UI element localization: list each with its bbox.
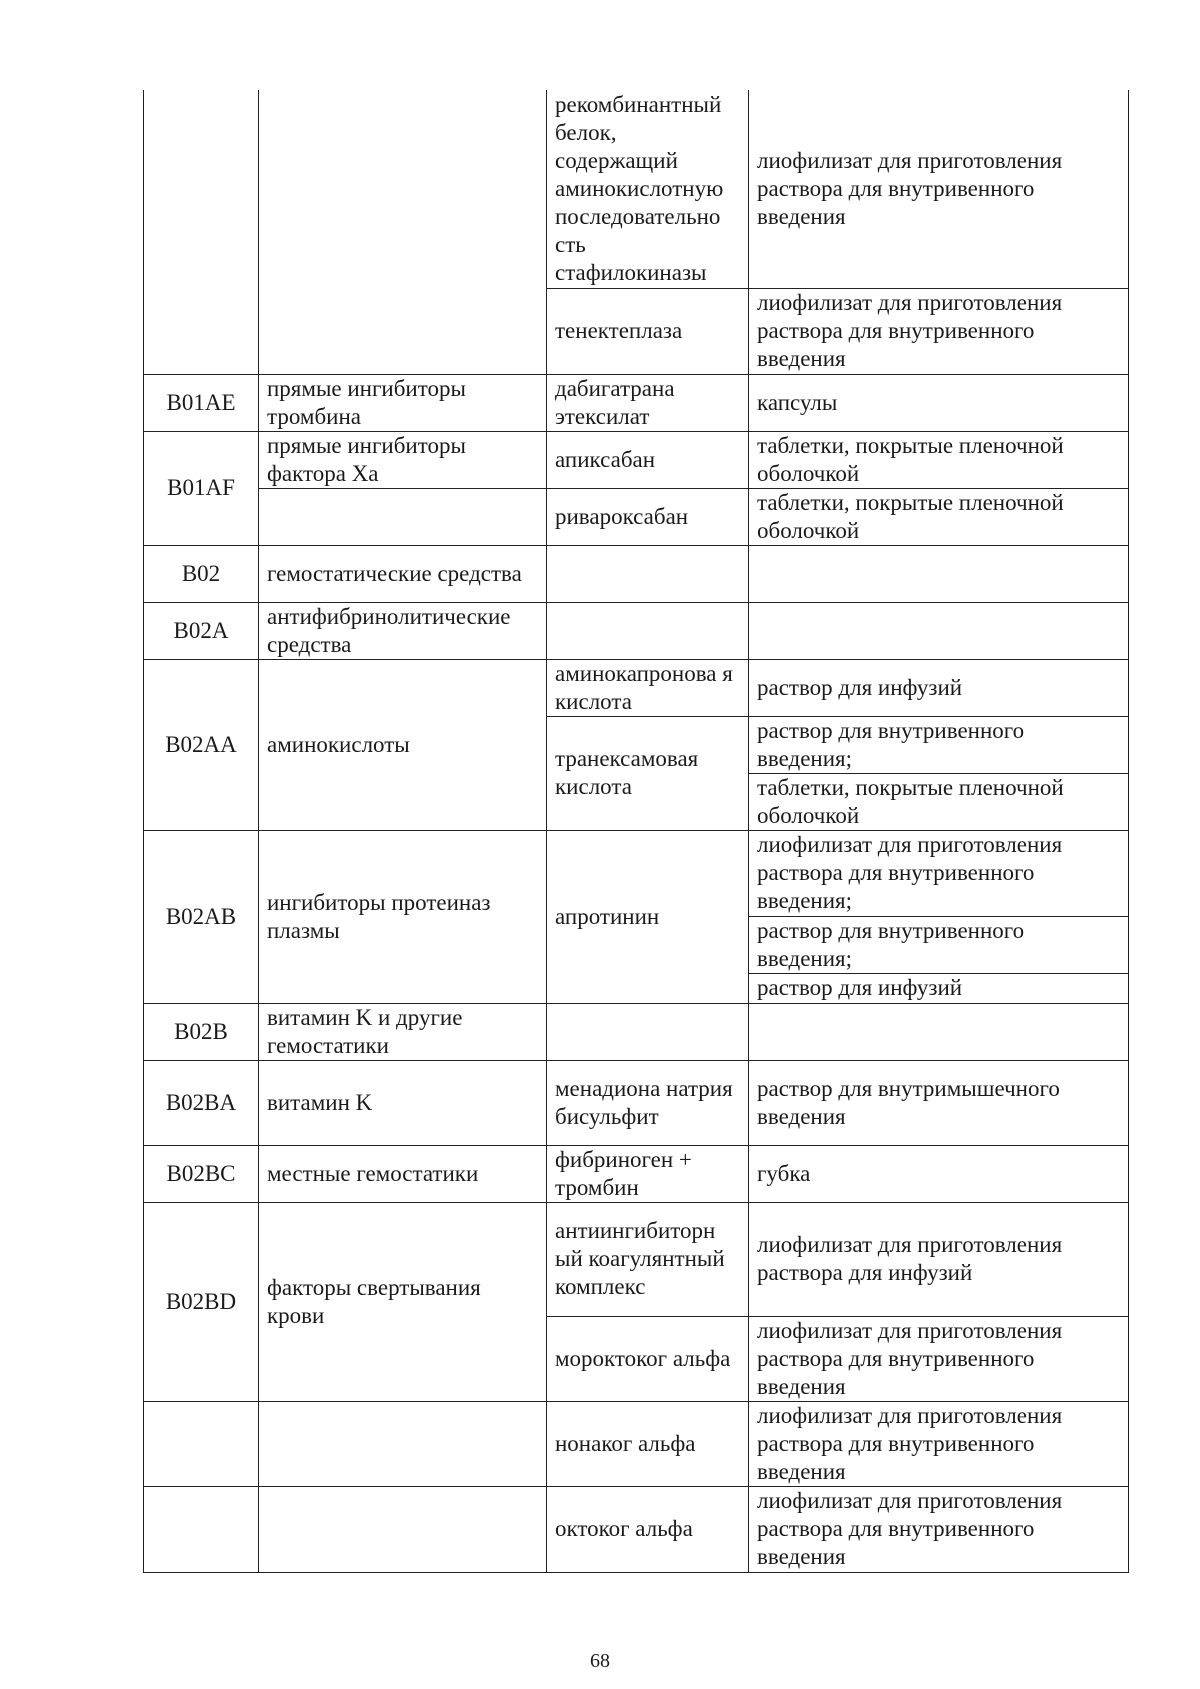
dosage-form-cell: лиофилизат для приготовления раствора для инфузий <box>749 1202 1129 1316</box>
atc-code-cell: B01AE <box>144 374 259 431</box>
table-row <box>144 431 1129 488</box>
dosage-form-cell <box>749 1003 1129 1060</box>
dosage-form-cell: лиофилизат для приготовления раствора для внутривенного введения; <box>749 830 1129 916</box>
dosage-form-cell <box>749 545 1129 602</box>
substance-cell: апротинин <box>547 830 749 1003</box>
substance-cell: дабигатрана этексилат <box>547 374 749 431</box>
table-row <box>144 830 1129 916</box>
dosage-form-cell: раствор для инфузий <box>749 973 1129 1003</box>
table-row <box>144 1486 1129 1572</box>
table-row <box>144 1060 1129 1145</box>
table-row <box>144 1401 1129 1486</box>
substance-cell <box>547 602 749 659</box>
dosage-form-cell: таблетки, покрытые пленочной оболочкой <box>749 488 1129 545</box>
group-cell: витамин K и другие гемостатики <box>259 1003 547 1060</box>
dosage-form-cell: лиофилизат для приготовления раствора для внутривенного введения <box>749 1486 1129 1572</box>
group-cell <box>259 1486 547 1572</box>
substance-cell: апиксабан <box>547 431 749 488</box>
substance-cell: октоког альфа <box>547 1486 749 1572</box>
dosage-form-cell: раствор для внутривенного введения; <box>749 716 1129 773</box>
group-cell: аминокислоты <box>259 659 547 830</box>
dosage-form-cell <box>749 602 1129 659</box>
group-cell: антифибринолитические средства <box>259 602 547 659</box>
substance-cell: ривароксабан <box>547 488 749 545</box>
page-number: 68 <box>590 1650 610 1672</box>
dosage-form-cell: раствор для внутримышечного введения <box>749 1060 1129 1145</box>
dosage-form-cell: лиофилизат для приготовления раствора для внутривенного введения <box>749 1401 1129 1486</box>
table-row <box>144 602 1129 659</box>
substance-cell <box>547 1003 749 1060</box>
substance-cell: мороктоког альфа <box>547 1316 749 1401</box>
table-row <box>144 545 1129 602</box>
group-cell: витамин K <box>259 1060 547 1145</box>
atc-code-cell <box>144 1486 259 1572</box>
table-row <box>144 374 1129 431</box>
dosage-form-cell: губка <box>749 1145 1129 1202</box>
atc-code-cell: B01AF <box>144 431 259 545</box>
table-row <box>144 659 1129 716</box>
dosage-form-cell: таблетки, покрытые пленочной оболочкой <box>749 431 1129 488</box>
atc-code-cell: B02BA <box>144 1060 259 1145</box>
atc-code-cell <box>144 1401 259 1486</box>
atc-code-cell: B02AB <box>144 830 259 1003</box>
substance-cell: транексамовая кислота <box>547 716 749 830</box>
dosage-form-cell: лиофилизат для приготовления раствора для внутривенного введения <box>749 1316 1129 1401</box>
group-cell <box>259 1401 547 1486</box>
dosage-form-cell: лиофилизат для приготовления раствора для внутривенного введения <box>749 90 1129 288</box>
substance-cell: нонаког альфа <box>547 1401 749 1486</box>
drug-table <box>143 90 1129 1573</box>
table-row <box>144 1145 1129 1202</box>
table-row <box>144 488 1129 545</box>
atc-code-cell: B02BC <box>144 1145 259 1202</box>
group-cell: ингибиторы протеиназ плазмы <box>259 830 547 1003</box>
group-cell <box>259 488 547 545</box>
substance-cell: фибриноген + тромбин <box>547 1145 749 1202</box>
group-cell: гемостатические средства <box>259 545 547 602</box>
substance-cell: рекомбинантный белок, содержащий аминокислотную последовательно сть стафилокиназы <box>547 90 749 288</box>
group-cell: местные гемостатики <box>259 1145 547 1202</box>
substance-cell: аминокапронова я кислота <box>547 659 749 716</box>
dosage-form-cell: раствор для инфузий <box>749 659 1129 716</box>
substance-cell <box>547 545 749 602</box>
group-cell: прямые ингибиторы тромбина <box>259 374 547 431</box>
dosage-form-cell: раствор для внутривенного введения; <box>749 916 1129 973</box>
atc-code-cell: B02AA <box>144 659 259 830</box>
group-cell: факторы свертывания крови <box>259 1202 547 1401</box>
atc-code-cell: B02A <box>144 602 259 659</box>
table-row <box>144 1003 1129 1060</box>
atc-code-cell <box>144 90 259 374</box>
atc-code-cell: B02B <box>144 1003 259 1060</box>
dosage-form-cell: лиофилизат для приготовления раствора для внутривенного введения <box>749 288 1129 374</box>
substance-cell: антиингибиторн ый коагулянтный комплекс <box>547 1202 749 1316</box>
atc-code-cell: B02BD <box>144 1202 259 1401</box>
atc-code-cell: B02 <box>144 545 259 602</box>
table-row <box>144 1202 1129 1316</box>
substance-cell: менадиона натрия бисульфит <box>547 1060 749 1145</box>
group-cell: прямые ингибиторы фактора Xa <box>259 431 547 488</box>
dosage-form-cell: капсулы <box>749 374 1129 431</box>
group-cell <box>259 90 547 374</box>
substance-cell: тенектеплаза <box>547 288 749 374</box>
table-row <box>144 90 1129 288</box>
dosage-form-cell: таблетки, покрытые пленочной оболочкой <box>749 773 1129 830</box>
